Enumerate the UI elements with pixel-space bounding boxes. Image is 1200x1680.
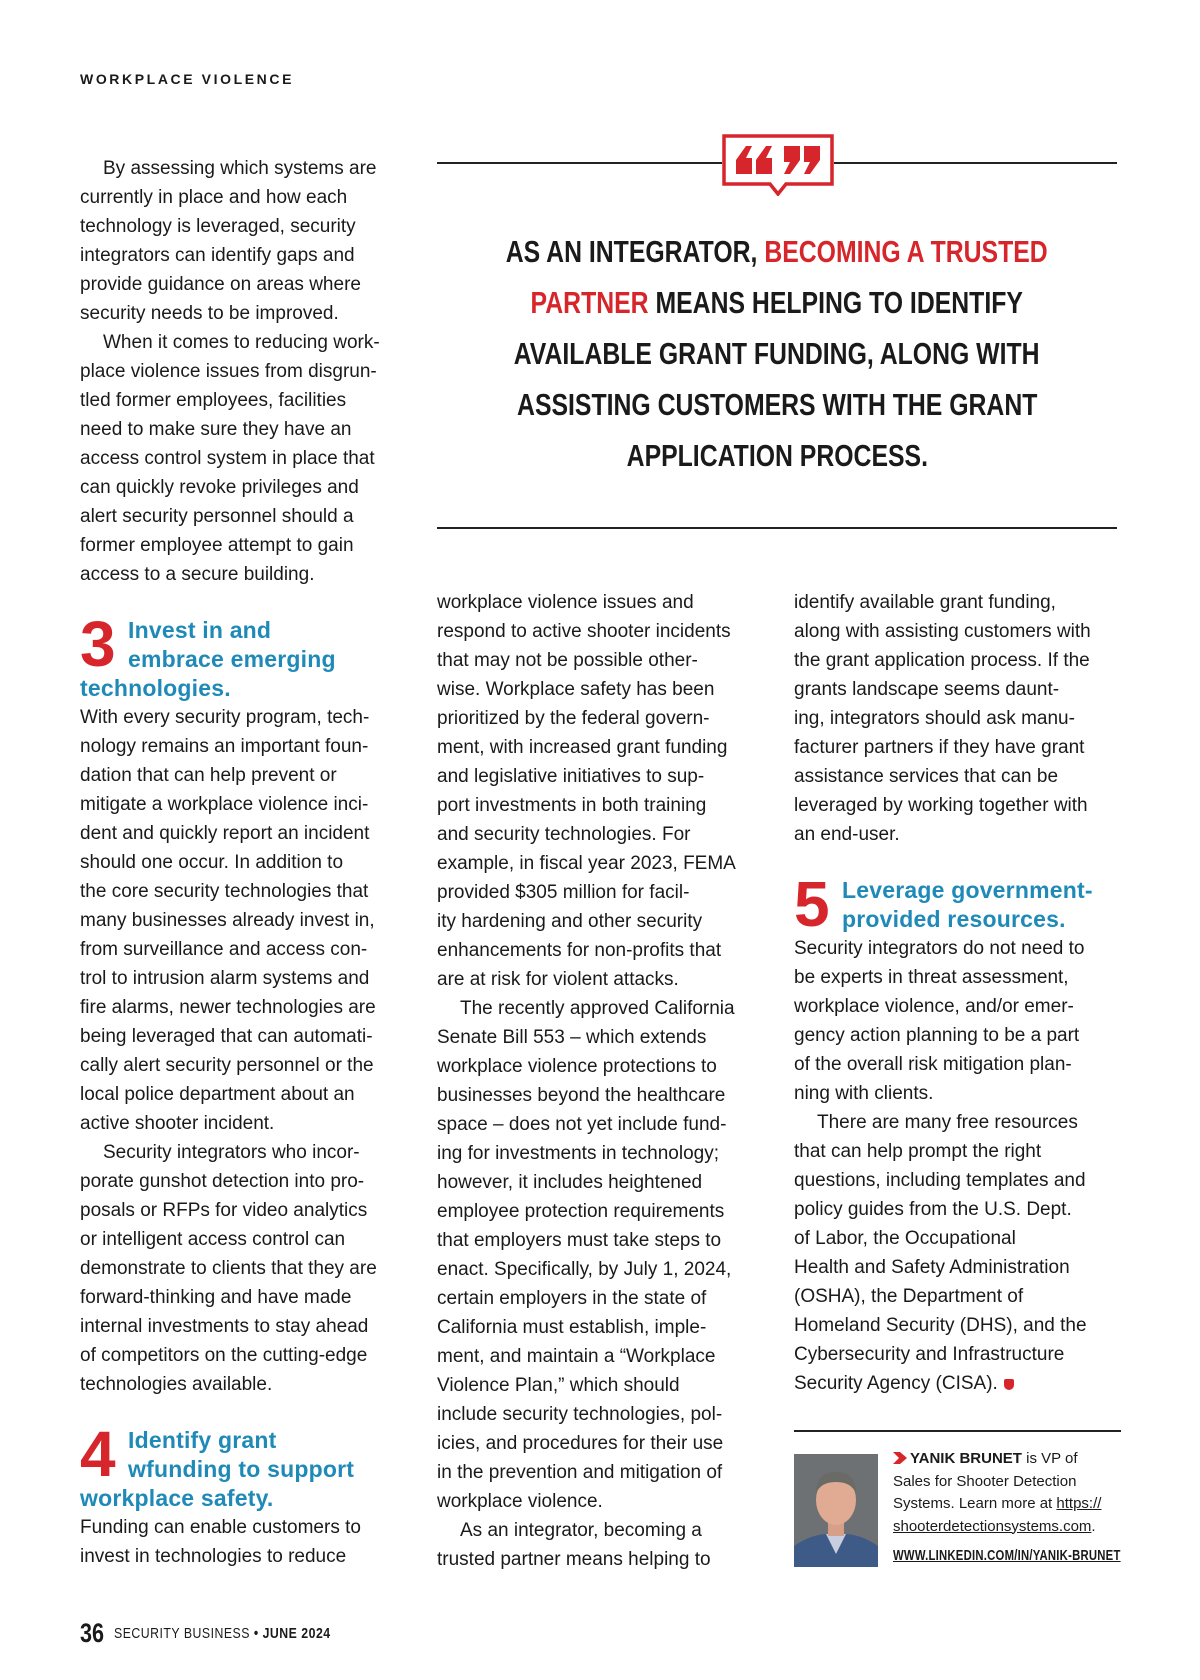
text-line-content: can quickly revoke privileges and (80, 477, 359, 498)
text-line (794, 1282, 1124, 1311)
section-heading-line: Leverage government- (842, 877, 1093, 903)
section-heading-line: workplace safety. (80, 1485, 274, 1511)
text-line (437, 1168, 767, 1197)
text-line (437, 907, 767, 936)
author-name: YANIK BRUNET (910, 1450, 1022, 1467)
text-line-content: Cybersecurity and Infrastructure (794, 1344, 1065, 1365)
paragraph (437, 994, 767, 1516)
text-line-content: trol to intrusion alarm systems and (80, 968, 370, 989)
author-bio (893, 1448, 1133, 1538)
column-right (794, 588, 1124, 1398)
text-line (80, 1109, 410, 1138)
pull-quote-text: AVAILABLE GRANT FUNDING, ALONG WITH (514, 336, 1040, 371)
text-line (80, 1196, 410, 1225)
text-line-content: icies, and procedures for their use (437, 1433, 724, 1454)
text-line (437, 936, 767, 965)
text-line (80, 154, 410, 183)
text-line-content: ment, and maintain a “Workplace (437, 1346, 716, 1367)
text-line-content: ity hardening and other security (437, 911, 703, 932)
text-line (437, 1458, 767, 1487)
paragraph (80, 328, 410, 589)
text-line-content: that may not be possible other- (437, 650, 698, 671)
text-line-content: Homeland Security (DHS), and the (794, 1315, 1087, 1336)
text-line (794, 1050, 1124, 1079)
text-line (794, 963, 1124, 992)
pull-quote-bottom-rule (437, 527, 1117, 529)
text-line-content: Funding can enable customers to (80, 1517, 361, 1538)
text-line-content: need to make sure they have an (80, 419, 352, 440)
section-heading-line: Identify grant (128, 1427, 277, 1453)
pull-quote (437, 226, 1117, 481)
text-line (794, 675, 1124, 704)
text-line-content: the core security technologies that (80, 881, 369, 902)
text-line-content: ning with clients. (794, 1083, 934, 1104)
text-line-content: integrators can identify gaps and (80, 245, 355, 266)
website-link[interactable]: shooterdetectionsystems.com (893, 1517, 1092, 1535)
pull-quote-line-text (514, 328, 1040, 379)
text-line-content: When it comes to reducing work- (103, 332, 380, 353)
author-photo (794, 1454, 878, 1567)
text-line-content: provided $305 million for facil- (437, 882, 690, 903)
section-heading-line: provided resources. (842, 906, 1066, 932)
text-line-content: workplace violence, and/or emer- (794, 996, 1074, 1017)
text-line (794, 1079, 1124, 1108)
text-line (437, 1429, 767, 1458)
text-line-content: posals or RFPs for video analytics (80, 1200, 368, 1221)
text-line (80, 502, 410, 531)
paragraph (794, 934, 1124, 1108)
text-line-content: Security Agency (CISA). (794, 1373, 998, 1394)
text-line-content: mitigate a workplace violence inci- (80, 794, 369, 815)
text-line-content: Violence Plan,” which should (437, 1375, 680, 1396)
text-line-content: that employers must take steps to (437, 1230, 722, 1251)
text-line (794, 934, 1124, 963)
text-line (80, 560, 410, 589)
text-line (794, 1369, 1124, 1398)
text-line (80, 1022, 410, 1051)
text-line-content: questions, including templates and (794, 1170, 1086, 1191)
page-number: 36 (80, 1618, 105, 1648)
text-line-content: dent and quickly report an incident (80, 823, 370, 844)
paragraph (437, 588, 767, 994)
text-line-content: workplace violence issues and (437, 592, 694, 613)
text-line-content: ing for investments in technology; (437, 1143, 719, 1164)
text-line (437, 733, 767, 762)
text-line (80, 906, 410, 935)
section-heading-line: embrace emerging (128, 646, 336, 672)
text-line (437, 1516, 767, 1545)
text-line (437, 1197, 767, 1226)
paragraph (80, 703, 410, 1138)
pull-quote-line-text (506, 226, 1048, 277)
text-line (80, 703, 410, 732)
text-line (80, 270, 410, 299)
text-line (437, 1023, 767, 1052)
text-line (794, 1253, 1124, 1282)
website-link[interactable]: https:// (1056, 1495, 1102, 1512)
text-line-content: gency action planning to be a part (794, 1025, 1080, 1046)
text-line-content: cally alert security personnel or the (80, 1055, 374, 1076)
bio-text: Systems. Learn more at (893, 1495, 1057, 1512)
pull-quote-line (437, 277, 1117, 328)
text-line (437, 646, 767, 675)
paragraph (80, 1513, 410, 1571)
text-line (80, 386, 410, 415)
text-line-content: Senate Bill 553 – which extends (437, 1027, 707, 1048)
text-line-content: of Labor, the Occupational (794, 1228, 1016, 1249)
text-line-content: leveraged by working together with (794, 795, 1088, 816)
text-line-content: be experts in threat assessment, (794, 967, 1069, 988)
text-line-content: ing, integrators should ask manu- (794, 708, 1075, 729)
text-line (80, 328, 410, 357)
section-heading-line: wfunding to support (128, 1456, 355, 1482)
text-line (437, 1226, 767, 1255)
text-line-content: technology is leveraged, security (80, 216, 356, 237)
text-line-content: enact. Specifically, by July 1, 2024, (437, 1259, 732, 1280)
text-line (80, 1254, 410, 1283)
section-heading-line: technologies. (80, 675, 231, 701)
text-line (80, 964, 410, 993)
text-line-content: place violence issues from disgrun- (80, 361, 377, 382)
text-line-content: Security integrators do not need to (794, 938, 1085, 959)
text-line (437, 1545, 767, 1574)
text-line (80, 819, 410, 848)
text-line (80, 877, 410, 906)
text-line (794, 1137, 1124, 1166)
text-line (80, 183, 410, 212)
text-line-content: ment, with increased grant funding (437, 737, 728, 758)
text-line-content: example, in fiscal year 2023, FEMA (437, 853, 736, 874)
page-footer (80, 1618, 379, 1649)
text-line-content: businesses beyond the healthcare (437, 1085, 726, 1106)
text-line-content: By assessing which systems are (103, 158, 377, 179)
text-line (80, 1283, 410, 1312)
text-line-content: the grant application process. If the (794, 650, 1090, 671)
text-line (80, 357, 410, 386)
text-line-content: however, it includes heightened (437, 1172, 703, 1193)
pull-quote-line-text (517, 379, 1037, 430)
text-line-content: respond to active shooter incidents (437, 621, 731, 642)
text-line (794, 1021, 1124, 1050)
pull-quote-text: AS AN INTEGRATOR, (506, 234, 765, 269)
section-heading (794, 868, 1124, 940)
text-line (80, 1080, 410, 1109)
text-line (794, 1195, 1124, 1224)
text-line-content: assistance services that can be (794, 766, 1059, 787)
paragraph (80, 154, 410, 328)
quotation-marks-icon (722, 134, 834, 196)
issue-date: JUNE 2024 (263, 1625, 332, 1642)
text-line-content: wise. Workplace safety has been (437, 679, 715, 700)
text-line (80, 732, 410, 761)
text-line-content: active shooter incident. (80, 1113, 275, 1134)
text-line-content: dation that can help prevent or (80, 765, 337, 786)
pull-quote-line (437, 328, 1117, 379)
text-line-content: porate gunshot detection into pro- (80, 1171, 365, 1192)
text-line (437, 791, 767, 820)
text-line (437, 1342, 767, 1371)
text-line-content: an end-user. (794, 824, 900, 845)
text-line (794, 617, 1124, 646)
text-line-content: security needs to be improved. (80, 303, 339, 324)
text-line-content: Health and Safety Administration (794, 1257, 1070, 1278)
text-line-content: from surveillance and access con- (80, 939, 368, 960)
bio-divider (794, 1430, 1121, 1432)
section-heading-line: Invest in and (128, 617, 272, 643)
pull-quote-text: ASSISTING CUSTOMERS WITH THE GRANT (516, 387, 1038, 422)
end-mark-icon (1004, 1379, 1014, 1390)
text-line-content: With every security program, tech- (80, 707, 370, 728)
text-line (437, 1255, 767, 1284)
section-number: 3 (80, 608, 114, 680)
text-line (437, 1139, 767, 1168)
section-number: 5 (794, 868, 828, 940)
text-line-content: enhancements for non-profits that (437, 940, 722, 961)
text-line-content: technologies available. (80, 1374, 273, 1395)
text-line (437, 588, 767, 617)
linkedin-link[interactable]: WWW.LINKEDIN.COM/IN/YANIK-BRUNET (893, 1548, 1121, 1564)
text-line (437, 1371, 767, 1400)
bio-text: . (1091, 1517, 1096, 1535)
text-line (794, 1340, 1124, 1369)
text-line-content: facturer partners if they have grant (794, 737, 1085, 758)
text-line (437, 1110, 767, 1139)
column-middle (437, 588, 767, 1574)
text-line-content: that can help prompt the right (794, 1141, 1042, 1162)
text-line (80, 848, 410, 877)
text-line (437, 849, 767, 878)
text-line (437, 965, 767, 994)
text-line-content: of the overall risk mitigation plan- (794, 1054, 1072, 1075)
text-line-content: forward-thinking and have made (80, 1287, 352, 1308)
section-number: 4 (80, 1418, 114, 1490)
text-line-content: being leveraged that can automati- (80, 1026, 373, 1047)
text-line (80, 1513, 410, 1542)
text-line (80, 1312, 410, 1341)
pull-quote-line (437, 226, 1117, 277)
text-line (437, 1284, 767, 1313)
text-line (794, 704, 1124, 733)
text-line-content: along with assisting customers with (794, 621, 1091, 642)
text-line-content: As an integrator, becoming a (460, 1520, 702, 1541)
text-line (794, 646, 1124, 675)
text-line-content: access control system in place that (80, 448, 375, 469)
text-line (437, 820, 767, 849)
text-line-content: The recently approved California (460, 998, 735, 1019)
text-line (794, 791, 1124, 820)
text-line-content: invest in technologies to reduce (80, 1546, 347, 1567)
section-label: WORKPLACE VIOLENCE (80, 71, 295, 87)
text-line-content: There are many free resources (817, 1112, 1078, 1133)
text-line (794, 733, 1124, 762)
text-line-content: port investments in both training (437, 795, 707, 816)
text-line-content: California must establish, imple- (437, 1317, 707, 1338)
text-line (80, 444, 410, 473)
text-line-content: alert security personnel should a (80, 506, 354, 527)
text-line-content: identify available grant funding, (794, 592, 1056, 613)
text-line (437, 617, 767, 646)
text-line (80, 761, 410, 790)
text-line (80, 415, 410, 444)
text-line (437, 1052, 767, 1081)
text-line (437, 994, 767, 1023)
pull-quote-text: APPLICATION PROCESS. (626, 438, 928, 473)
text-line (437, 878, 767, 907)
text-line (794, 1166, 1124, 1195)
text-line-content: (OSHA), the Department of (794, 1286, 1024, 1307)
paragraph (437, 1516, 767, 1574)
text-line-content: policy guides from the U.S. Dept. (794, 1199, 1072, 1220)
text-line-content: prioritized by the federal govern- (437, 708, 710, 729)
section-heading (80, 608, 410, 703)
separator: • (254, 1625, 260, 1642)
text-line-content: Security integrators who incor- (103, 1142, 360, 1163)
text-line-content: many businesses already invest in, (80, 910, 375, 931)
text-line-content: nology remains an important foun- (80, 736, 369, 757)
text-line (437, 1313, 767, 1342)
text-line (794, 1108, 1124, 1137)
text-line (80, 212, 410, 241)
text-line-content: space – does not yet include fund- (437, 1114, 727, 1135)
text-line-content: or intelligent access control can (80, 1229, 346, 1250)
text-line (80, 299, 410, 328)
text-line-content: internal investments to stay ahead (80, 1316, 369, 1337)
pull-quote-line (437, 430, 1117, 481)
magazine-name: SECURITY BUSINESS (114, 1625, 251, 1642)
text-line (794, 992, 1124, 1021)
text-line (80, 1051, 410, 1080)
text-line (80, 993, 410, 1022)
pull-quote-line-text (626, 430, 927, 481)
text-line (794, 588, 1124, 617)
paragraph (794, 1108, 1124, 1398)
text-line-content: of competitors on the cutting-edge (80, 1345, 368, 1366)
text-line (80, 790, 410, 819)
text-line (80, 1370, 410, 1399)
text-line-content: workplace violence. (437, 1491, 603, 1512)
text-line (80, 1341, 410, 1370)
text-line (80, 1542, 410, 1571)
bio-text: Sales for Shooter Detection (893, 1472, 1077, 1490)
section-heading (80, 1418, 410, 1513)
text-line-content: should one occur. In addition to (80, 852, 344, 873)
text-line-content: grants landscape seems daunt- (794, 679, 1060, 700)
text-line (794, 1311, 1124, 1340)
text-line (80, 531, 410, 560)
text-line (80, 241, 410, 270)
text-line (80, 935, 410, 964)
pull-quote-text: MEANS HELPING TO IDENTIFY (648, 285, 1024, 320)
text-line (437, 1487, 767, 1516)
text-line-content: fire alarms, newer technologies are (80, 997, 376, 1018)
pull-quote-line-text (531, 277, 1023, 328)
text-line-content: demonstrate to clients that they are (80, 1258, 377, 1279)
text-line (437, 704, 767, 733)
pull-quote-accent-text: BECOMING A TRUSTED (764, 234, 1048, 269)
chevron-right-icon (893, 1452, 907, 1464)
text-line-content: currently in place and how each (80, 187, 348, 208)
text-line (80, 1167, 410, 1196)
text-line-content: tled former employees, facilities (80, 390, 347, 411)
text-line (80, 1138, 410, 1167)
text-line (80, 473, 410, 502)
text-line (794, 820, 1124, 849)
text-line-content: local police department about an (80, 1084, 355, 1105)
pull-quote-accent-text: PARTNER (530, 285, 649, 320)
text-line (437, 1400, 767, 1429)
text-line-content: certain employers in the state of (437, 1288, 707, 1309)
text-line (794, 762, 1124, 791)
text-line-content: workplace violence protections to (437, 1056, 717, 1077)
magazine-issue (114, 1625, 331, 1642)
text-line-content: are at risk for violent attacks. (437, 969, 679, 990)
text-line-content: in the prevention and mitigation of (437, 1462, 723, 1483)
bio-text: is VP of (1021, 1450, 1078, 1467)
text-line (437, 675, 767, 704)
text-line-content: and legislative initiatives to sup- (437, 766, 705, 787)
text-line-content: former employee attempt to gain (80, 535, 354, 556)
text-line-content: trusted partner means helping to (437, 1549, 711, 1570)
column-left (80, 154, 410, 1571)
text-line (80, 1225, 410, 1254)
pull-quote-line (437, 379, 1117, 430)
text-line-content: include security technologies, pol- (437, 1404, 723, 1425)
text-line-content: access to a secure building. (80, 564, 315, 585)
text-line (437, 1081, 767, 1110)
text-line-content: and security technologies. For (437, 824, 691, 845)
text-line (437, 762, 767, 791)
paragraph (80, 1138, 410, 1399)
text-line-content: employee protection requirements (437, 1201, 725, 1222)
paragraph (794, 588, 1124, 849)
text-line-content: provide guidance on areas where (80, 274, 361, 295)
text-line (794, 1224, 1124, 1253)
